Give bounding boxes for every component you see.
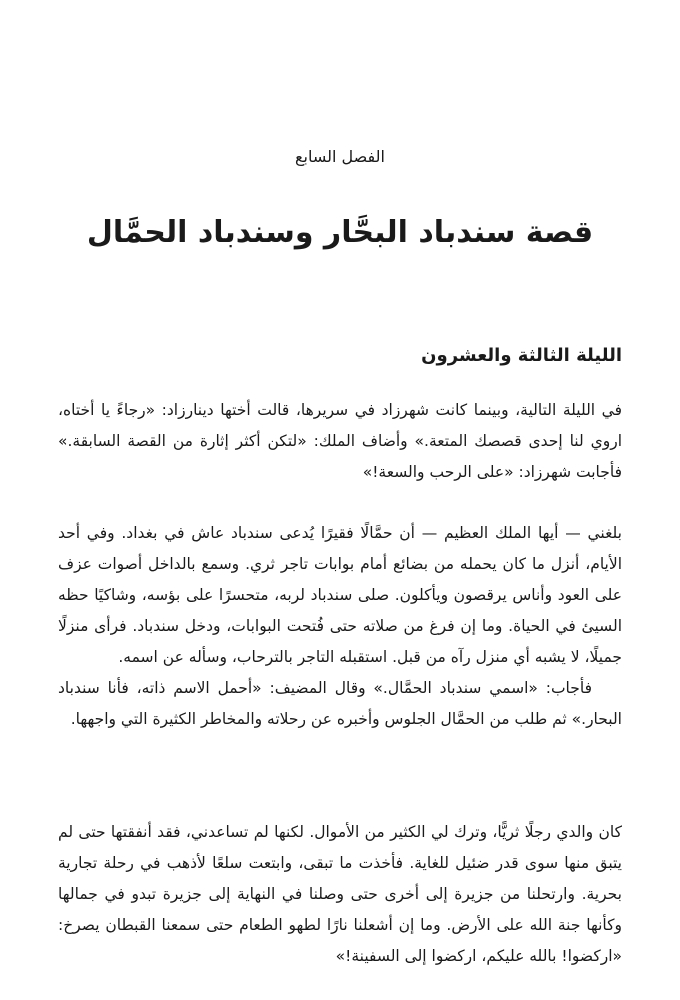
- paragraph-block-1: [58, 395, 622, 488]
- paragraph: فأجاب: «اسمي سندباد الحمَّال.» وقال المضيف: «أحمل الاسم ذاته، فأنا سندباد البحار.» ثم طلب من الحمَّال الجلوس وأخبره عن رحلاته والمخاطر الكثيرة التي واجهها.: [58, 679, 622, 728]
- paragraph-block-3: [58, 817, 622, 972]
- section-heading: الليلة الثالثة والعشرون: [421, 345, 622, 366]
- paragraph: في الليلة التالية، وبينما كانت شهرزاد في سريرها، قالت أختها دينارزاد: «رجاءً يا أختاه، اروي لنا إحدى قصصك المتعة.» وأضاف الملك: «لتكن أكثر إثارة من القصة السابقة.» فأجابت شهرزاد: «على الرحب والسعة!»: [58, 401, 622, 481]
- paragraph: كان والدي رجلًا ثريًّا، وترك لي الكثير من الأموال. لكنها لم تساعدني، فقد أنفقتها حتى لم يتبق منها سوى قدر ضئيل للغاية. فأخذت ما تبقى، وابتعت سلعًا لأذهب في رحلة تجارية بحرية. وارتحلنا من جزيرة إلى أخرى حتى وصلنا في النهاية إلى جزيرة تبدو في جمالها وكأنها جنة الله على الأرض. وما إن أشعلنا نارًا لطهو الطعام حتى سمعنا القبطان يصرخ: «اركضوا! بالله عليكم، اركضوا إلى السفينة!»: [58, 823, 622, 965]
- paragraph-block-2: [58, 518, 622, 735]
- chapter-label: الفصل السابع: [295, 147, 385, 166]
- paragraph: بلغني — أيها الملك العظيم — أن حمَّالًا فقيرًا يُدعى سندباد عاش في بغداد. وفي أحد الأيام، أنزل ما كان يحمله من بضائع أمام بوابات تاجر ثري. وسمع بالداخل أصوات عزف على العود وأناس يرقصون ويأكلون. صلى سندباد لربه، متحسرًا على بؤسه، وشاكيًا حظه السيئ في الحياة. وما إن فرغ من صلاته حتى فُتحت البوابات، ودخل سندباد. فرأى منزلًا جميلًا، لا يشبه أي منزل رآه من قبل. استقبله التاجر بالترحاب، وسأله عن اسمه.: [58, 524, 622, 666]
- chapter-title: قصة سندباد البحَّار وسندباد الحمَّال: [86, 215, 594, 250]
